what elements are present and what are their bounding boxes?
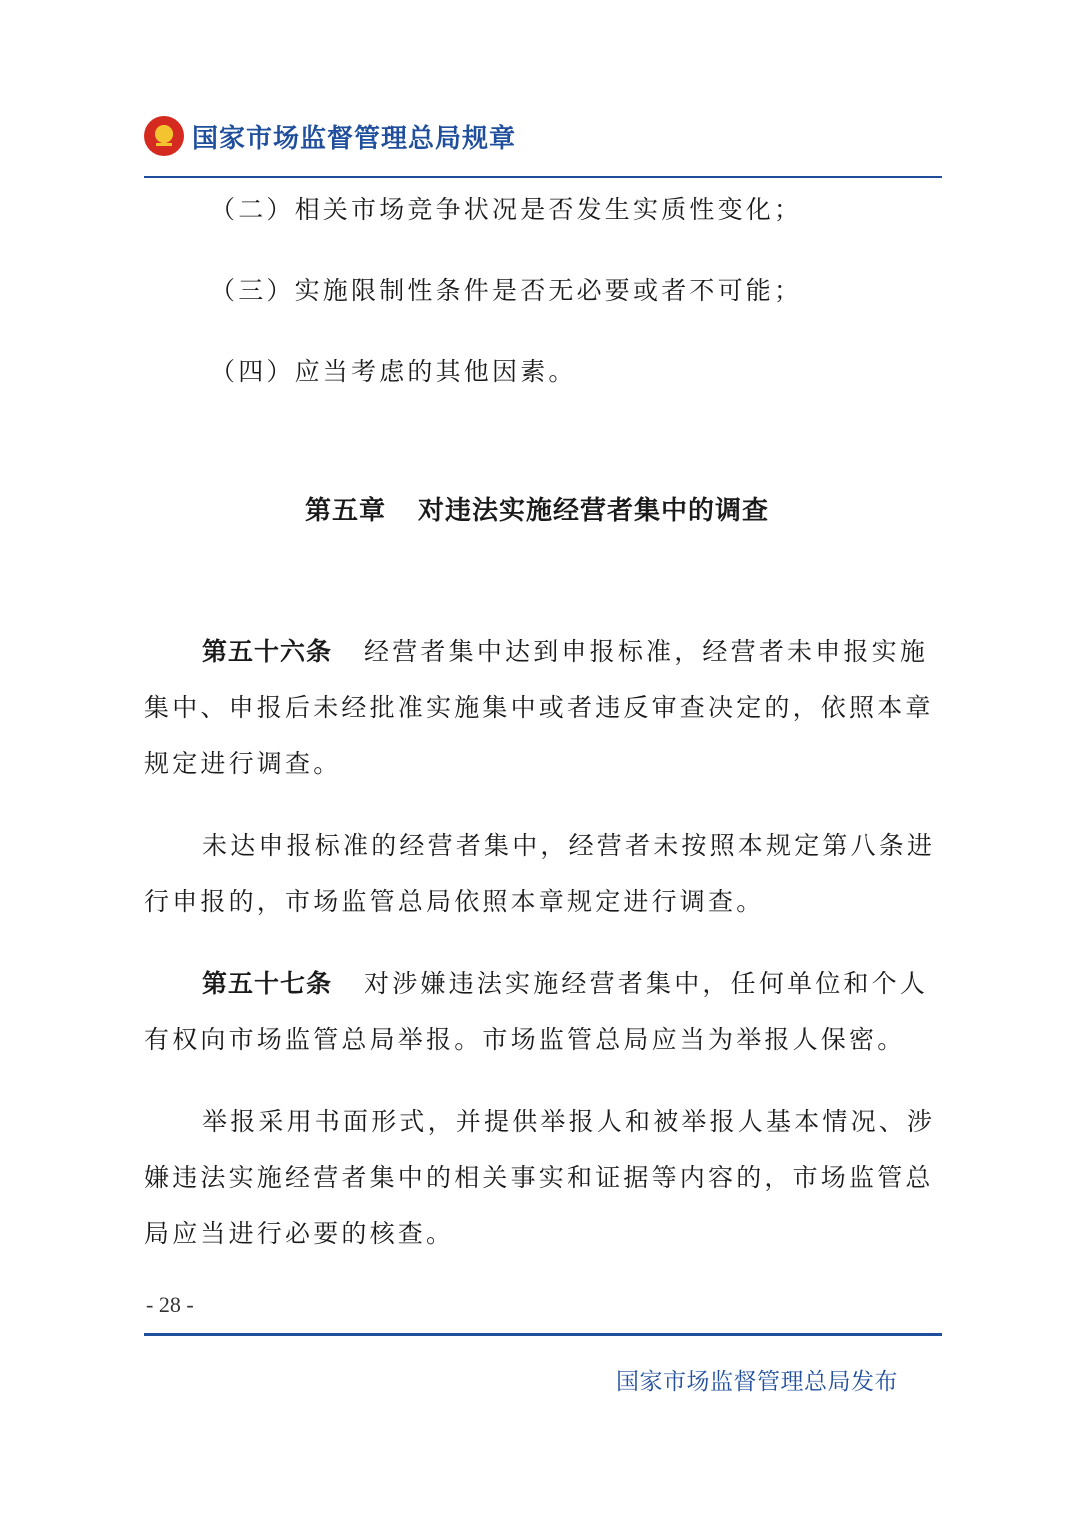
footer-publisher: 国家市场监督管理总局发布	[616, 1369, 898, 1395]
paragraph-56b-line-2: 行申报的，市场监管总局依照本章规定进行调查。	[144, 887, 765, 916]
chapter-number: 第五章	[304, 496, 386, 526]
chapter-title: 对违法实施经营者集中的调查	[418, 496, 770, 526]
article-56-line-3: 规定进行调查。	[144, 749, 342, 778]
article-56-line-2: 集中、申报后未经批准实施集中或者违反审查决定的，依照本章	[144, 693, 934, 722]
paragraph-56b-line-1: 未达申报标准的经营者集中，经营者未按照本规定第八条进	[202, 831, 936, 860]
article-57-text: 对涉嫌违法实施经营者集中，任何单位和个人	[364, 969, 929, 998]
article-57-label: 第五十七条	[202, 969, 333, 998]
list-item: （二）相关市场竞争状况是否发生实质性变化；	[210, 195, 803, 224]
header-divider	[144, 176, 942, 178]
paragraph-57b-line-2: 嫌违法实施经营者集中的相关事实和证据等内容的，市场监管总	[144, 1163, 934, 1192]
national-emblem-icon	[144, 116, 184, 156]
header-title: 国家市场监督管理总局规章	[192, 123, 517, 154]
article-57-line-2: 有权向市场监管总局举报。市场监管总局应当为举报人保密。	[144, 1025, 906, 1054]
paragraph-57b-line-1: 举报采用书面形式，并提供举报人和被举报人基本情况、涉	[202, 1107, 936, 1136]
article-56-label: 第五十六条	[202, 637, 333, 666]
chapter-heading	[0, 490, 1074, 527]
list-item: （三）实施限制性条件是否无必要或者不可能；	[210, 276, 803, 305]
article-57-line-1	[202, 964, 928, 1000]
page-number: - 28 -	[146, 1292, 194, 1317]
page-header	[144, 116, 516, 156]
list-item: （四）应当考虑的其他因素。	[210, 357, 577, 386]
article-56-text: 经营者集中达到申报标准，经营者未申报实施	[364, 637, 929, 666]
footer-divider	[144, 1333, 942, 1336]
article-56-line-1	[202, 632, 928, 668]
paragraph-57b-line-3: 局应当进行必要的核查。	[144, 1219, 455, 1248]
